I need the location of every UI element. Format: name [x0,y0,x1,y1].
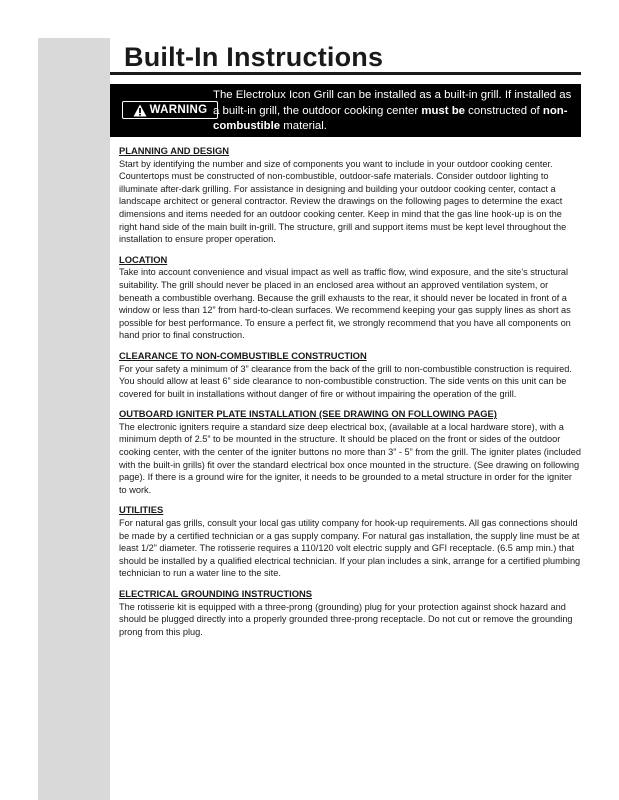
page-title: Built-In Instructions [124,42,384,72]
warning-label: WARNING [149,104,208,116]
instructions-content [119,145,581,646]
warning-badge [122,101,218,119]
section-heading: UTILITIES [119,504,164,516]
warning-triangle-icon [133,104,147,117]
section-electrical-grounding [119,588,581,638]
section-heading: PLANNING AND DESIGN [119,145,230,156]
section-planning-and-design [119,145,581,246]
section-utilities [119,504,581,580]
title-rule [110,72,581,75]
warning-box [110,84,581,137]
warning-text: The Electrolux Icon Grill can be installed as a built-in grill. If installed as a built-in grill, the outdoor cooking center must be constructed of non-combustible material. [213,89,572,132]
section-body: The rotisserie kit is equipped with a three-prong (grounding) plug for your protection against shock hazard and should be plugged directly into a properly grounded three-prong receptacle. Do not cut or remove the grounding prong from this plug. [119,601,573,637]
section-heading: ELECTRICAL GROUNDING INSTRUCTIONS [119,588,313,599]
section-igniter-plate [119,408,581,496]
left-margin-band [38,38,110,800]
section-body: Start by identifying the number and size of components you want to include in your outdoor cooking center. Countertops must be constructed of non-combustible, outdoor-safe materials. Consider outdoor lighting to illuminate after-dark grilling. For assistance in designing and building your outdoor cooking center, contact a landscape architect or general contractor. Review the drawings on the following pages to determine the exact dimensions and items needed for an outdoor cooking center. Keep in mind that the gas line hook-up is on the right hand side of the main built in-grill. The structure, grill and support items must be kept level throughout the installation to ensure proper operation. [119,158,567,245]
section-heading: LOCATION [119,253,168,265]
section-location [119,254,581,342]
section-body: For your safety a minimum of 3” clearance from the back of the grill to non-combustible construction is required. You should allow at least 6” side clearance to non-combustible construction. The side vents on this unit can be covered for built in installations without danger of fire or without impairing the operation of the grill. [119,363,572,399]
section-body: Take into account convenience and visual impact as well as traffic flow, wind exposure, and the site’s structural suitability. The grill should never be placed in an enclosed area without an approved ventilation system, or beneath a combustible overhang. Because the grill exhausts to the rear, it should never be located in front of a window or less than 12” from hard-to-clean surfaces. We recommend keeping your gas supply lines as short as possible for best performance. To ensure a perfect fit, we strongly recommend that you have all components on hand prior to final construction. [119,267,571,341]
section-clearance [119,350,581,400]
section-heading: OUTBOARD IGNITER PLATE INSTALLATION (SEE DRAWING ON FOLLOWING PAGE) [119,408,497,420]
section-heading: CLEARANCE TO NON-COMBUSTIBLE CONSTRUCTION [119,349,367,361]
section-body: The electronic igniters require a standard size deep electrical box, (available at a local hardware store), with a minimum depth of 2.5” to be mounted in the structure. It should be placed on the front or sides of the outdoor cooking center, with the center of the igniter buttons no more than 3” - 5” from the grill. The igniter plates (included with the built-in grills) fit over the standard electrical box once mounted in the structure. (See drawing on following page). If there is a ground wire for the igniter, it needs to be grounded to a metal structure in order for the igniter to work. [119,421,582,495]
section-body: For natural gas grills, consult your local gas utility company for hook-up requirements. All gas connections should be made by a certified technician or a gas supply company. For natural gas installation, the supply line must be at least 1/2” diameter. The rotisserie requires a 110/120 volt electric supply and GFI receptacle. (6.5 amp min.) that should be installed by a qualified electrical technician. If your plan includes a sink, arrange for a certified plumbing technician to run a water line to the site. [119,518,581,579]
